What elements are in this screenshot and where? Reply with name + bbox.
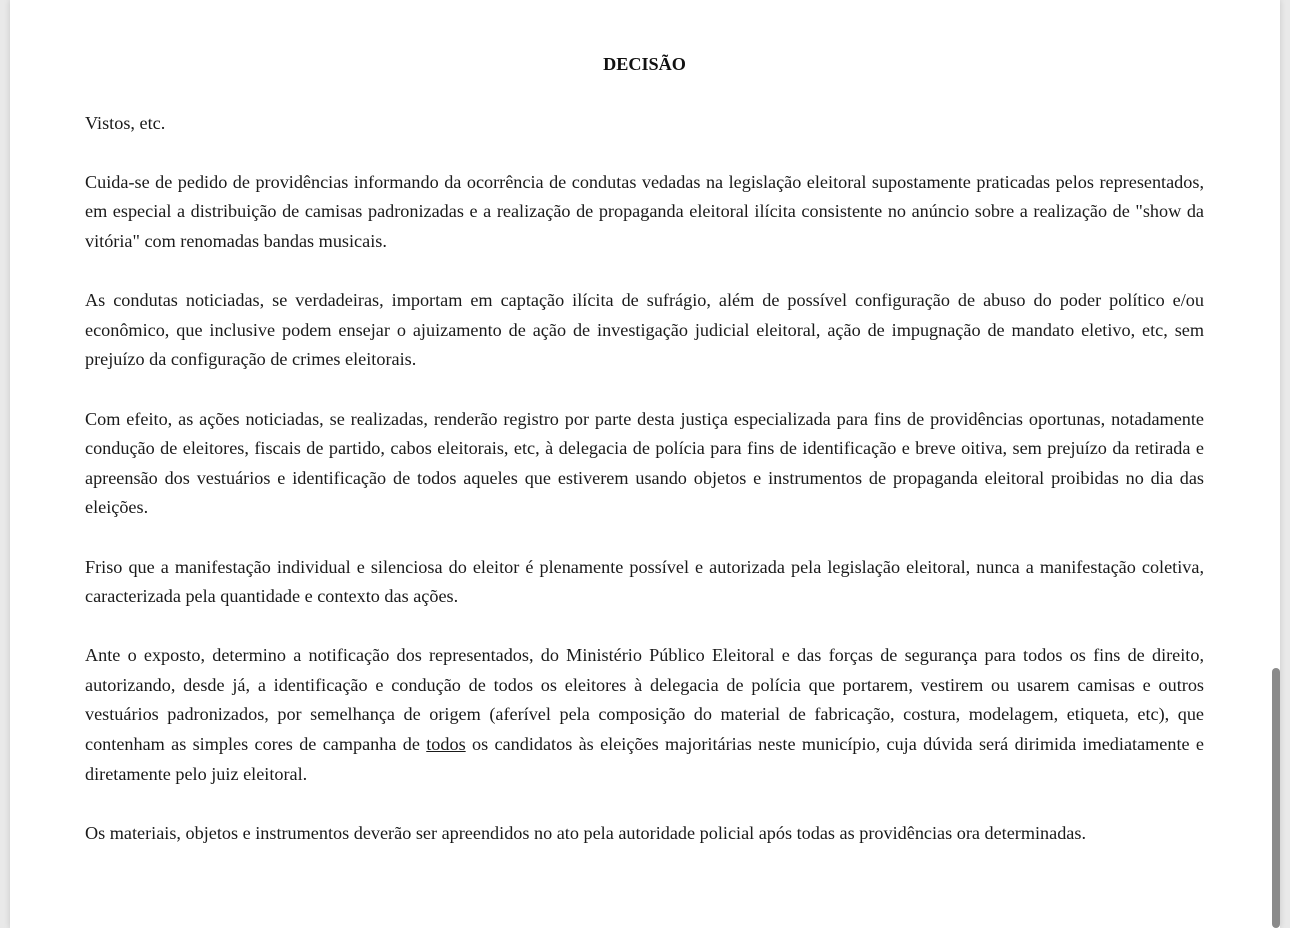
underlined-word: todos [426,734,466,755]
paragraph-vistos: Vistos, etc. [85,112,166,133]
paragraph-exposto-end: os candidatos às eleições majoritárias neste município, cuja dúvida será dirimida imediatamente e diretamente pelo juiz eleitoral. [85,734,1204,784]
paragraph-exposto-start: Ante o exposto, determino a notificação dos representados, do Ministério Público Eleitoral e das forças de segurança para todos os fins de direito, autorizando, desde já, a identificação e condução de todos os eleitores à delegacia de polícia que portarem, vestirem ou usarem camisas e outros vestuários padronizados, por semelhança de origem (aferível pela composição do material de fabricação, costura, modelagem, etiqueta, etc), que contenham as simples cores de campanha de [85,645,1204,755]
paragraph-materiais: Os materiais, objetos e instrumentos deverão ser apreendidos no ato pela autoridade policial após todas as providências ora determinadas. [85,822,1087,843]
document-title: DECISÃO [603,54,686,74]
paragraph-condutas: As condutas noticiadas, se verdadeiras, importam em captação ilícita de sufrágio, além de possível configuração de abuso do poder político e/ou econômico, que inclusive podem ensejar o ajuizamento de ação de investigação judicial eleitoral, ação de impugnação de mandato eletivo, etc, sem prejuízo da configuração de crimes eleitorais. [85,290,1204,370]
paragraph-exposto [85,641,1204,789]
document-page [10,0,1280,928]
paragraph-friso: Friso que a manifestação individual e silenciosa do eleitor é plenamente possível e autorizada pela legislação eleitoral, nunca a manifestação coletiva, caracterizada pela quantidade e contexto das ações. [85,556,1204,607]
paragraph-pedido: Cuida-se de pedido de providências informando da ocorrência de condutas vedadas na legislação eleitoral supostamente praticadas pelos representados, em especial a distribuição de camisas padronizadas e a realização de propaganda eleitoral ilícita consistente no anúncio sobre a realização de "show da vitória" com renomadas bandas musicais. [85,171,1204,251]
document-content [85,50,1204,878]
paragraph-efeito: Com efeito, as ações noticiadas, se realizadas, renderão registro por parte desta justiça especializada para fins de providências oportunas, notadamente condução de eleitores, fiscais de partido, cabos eleitorais, etc, à delegacia de polícia para fins de identificação e breve oitiva, sem prejuízo da retirada e apreensão dos vestuários e identificação de todos aqueles que estiverem usando objetos e instrumentos de propaganda eleitoral proibidas no dia das eleições. [85,408,1204,518]
vertical-scrollbar[interactable] [1270,0,1280,928]
scrollbar-thumb[interactable] [1272,668,1280,928]
